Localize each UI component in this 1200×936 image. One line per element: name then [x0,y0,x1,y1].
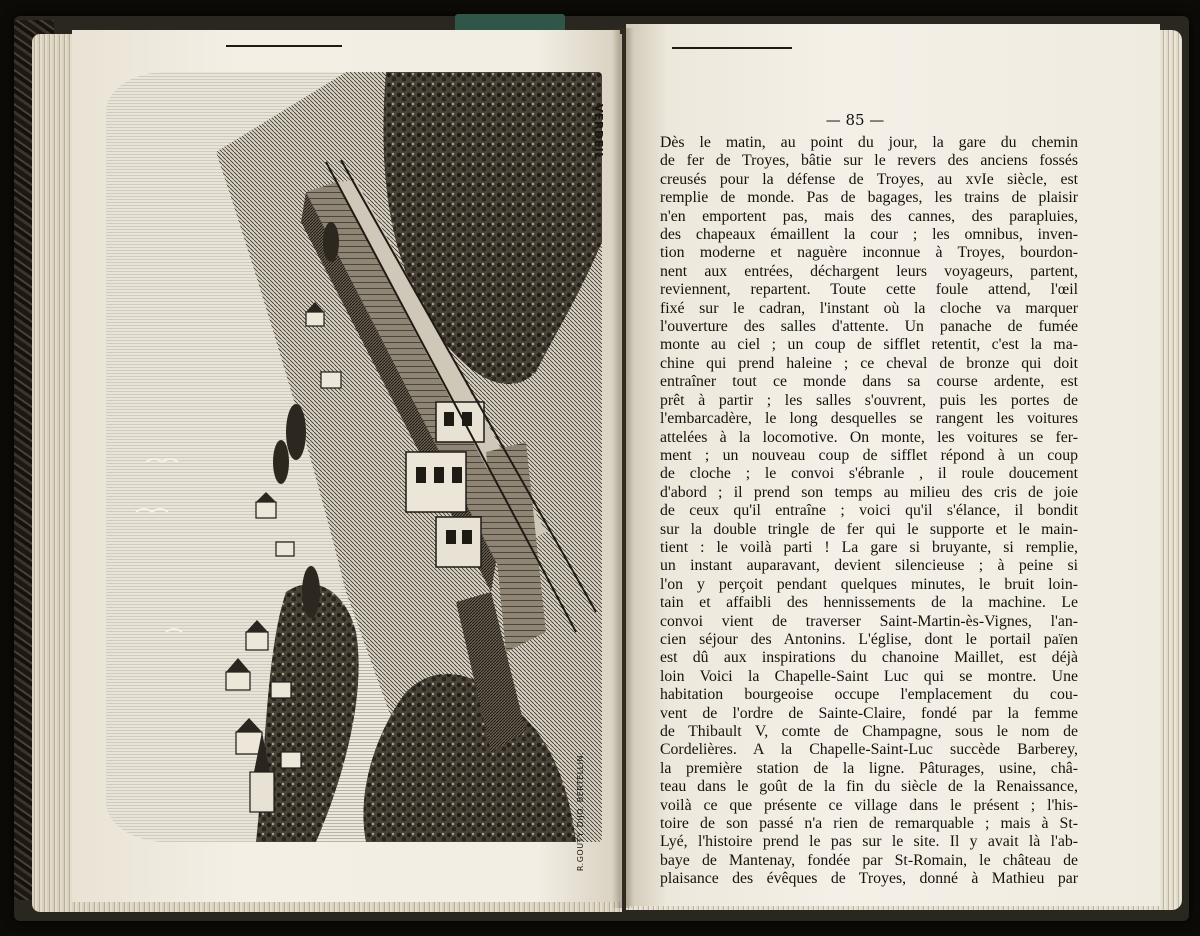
engraving-drawing [106,72,602,842]
text-line: plaisance des évêques de Troyes, donné à Mathieu par [660,870,1078,888]
text-line: prêt à partir ; les salles s'ouvrent, puis les portes de [660,391,1078,409]
text-line: entraîner tout ce monde dans sa course ardente, est [660,373,1078,391]
text-line: la première station de la ligne. Pâturages, usine, châ- [660,759,1078,777]
book-gutter [612,28,634,908]
illustration-caption: VERDEIL [592,104,605,160]
text-line: toire de son passé n'a rien de remarquable ; mais à St- [660,815,1078,833]
text-line: un instant auparavant, devient silencieuse ; à peine si [660,557,1078,575]
text-line: cien séjour des Antonins. L'église, dont le portail païen [660,630,1078,648]
text-line: tain et affaibli des hennissements de la machine. Le [660,594,1078,612]
text-line: monte au ciel ; un coup de sifflet retentit, c'est la ma- [660,336,1078,354]
text-line: chine qui prend haleine ; ce cheval de bronze qui doit [660,354,1078,372]
text-line: tion moderne et naguère inconnue à Troyes, bourdon- [660,244,1078,262]
text-line: reviennent, repartent. Toute cette foule attend, l'œil [660,281,1078,299]
text-line: de ceux qu'il entraîne ; voici qu'il s'élance, il bondit [660,502,1078,520]
text-line: habitation bourgeoise occupe l'emplacement du cou- [660,686,1078,704]
text-line: Lyé, l'histoire prend le pas sur le site. Il y avait là l'ab- [660,833,1078,851]
text-line: ment ; un nouveau coup de sifflet répond à un coup [660,446,1078,464]
text-line: attelées à la locomotive. On monte, les voitures se fer- [660,428,1078,446]
text-line: baye de Mantenay, fondée par St-Romain, le château de [660,851,1078,869]
text-line: de fer de Troyes, bâtie sur le revers des anciens fossés [660,152,1078,170]
text-line: est dû aux inspirations du chanoine Maillet, est déjà [660,649,1078,667]
text-line: l'embarcadère, le long desquelles se rangent les voitures [660,410,1078,428]
text-line: fixé sur le cadran, l'instant où la cloche va marquer [660,299,1078,317]
engraver-credit: R.GOUTY. DIJO. BERTELLIN. [576,752,585,872]
text-line: de cloche ; le convoi s'ébranle , il roule doucement [660,465,1078,483]
text-line: d'abord ; il prend son temps au milieu des cris de joie [660,483,1078,501]
page-number: — 85 — [825,111,885,129]
text-line: Dès le matin, au point du jour, la gare du chemin [660,134,1078,151]
text-line: teau dans le goût de la fin du siècle de la Renaissance, [660,778,1078,796]
text-line: l'on y perçoit pendant quelques minutes, le bruit loin- [660,575,1078,593]
text-line: creusés pour la défense de Troyes, au xvIe siècle, est [660,170,1078,188]
body-text [660,134,1078,889]
text-line: tient : le voilà parti ! La gare si bruyante, si remplie, [660,538,1078,556]
text-line: nent aux entrées, déchargent leurs voyageurs, partent, [660,262,1078,280]
text-line: l'ouverture des salles d'attente. Un panache de fumée [660,318,1078,336]
text-line: convoi vient de traverser Saint-Martin-ès-Vignes, l'an- [660,612,1078,630]
text-line: n'en emportent pas, mais des cannes, des parapluies, [660,207,1078,225]
text-line: des chapeaux émaillent la cour ; les omnibus, inven- [660,226,1078,244]
left-header-rule [226,45,342,47]
engraving-illustration [106,72,602,842]
right-header-rule [672,47,792,49]
text-line: loin Voici la Chapelle-Saint Luc qui se montre. Une [660,667,1078,685]
text-line: Cordelières. A la Chapelle-Saint-Luc succède Barberey, [660,741,1078,759]
text-line: remplie de monde. Pas de bagages, les trains de plaisir [660,189,1078,207]
text-line: voilà ce que présente ce village dans le présent ; l'his- [660,796,1078,814]
text-line: de Thibault V, comte de Champagne, sous le nom de [660,723,1078,740]
text-line: sur la double tringle de fer qui le supporte et le main- [660,520,1078,538]
text-line: vent de l'ordre de Sainte-Claire, fondé par la femme [660,704,1078,722]
